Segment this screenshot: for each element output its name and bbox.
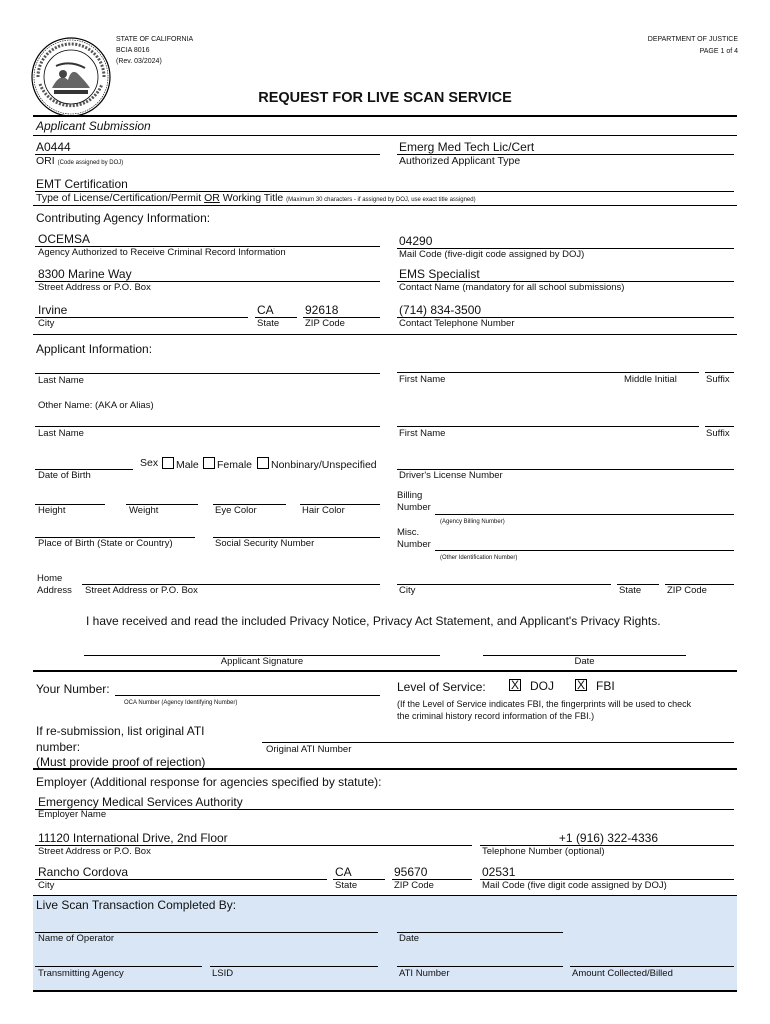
mail-code-label: Mail Code (five-digit code assigned by DOJ) bbox=[399, 249, 585, 260]
live-scan-date-label: Date bbox=[399, 933, 420, 944]
height-label: Height bbox=[38, 505, 66, 516]
ati-number-label: ATI Number bbox=[399, 968, 450, 979]
alias-last-name-label: Last Name bbox=[38, 428, 84, 439]
level-of-service-label: Level of Service: bbox=[397, 680, 486, 694]
billing-note: (Agency Billing Number) bbox=[440, 519, 505, 525]
divider bbox=[33, 135, 737, 136]
home-city-label: City bbox=[399, 585, 416, 596]
alias-first-name-field[interactable] bbox=[397, 426, 699, 427]
transmitting-agency-label: Transmitting Agency bbox=[38, 968, 124, 979]
employer-mail-code-label: Mail Code (five digit code assigned by DOJ) bbox=[482, 880, 667, 891]
agency-state-label: State bbox=[257, 318, 280, 329]
first-name-field[interactable] bbox=[397, 372, 699, 373]
form-revision: (Rev. 03/2024) bbox=[116, 58, 162, 65]
ori-label: ORI (Code assigned by DOJ) bbox=[36, 155, 124, 167]
misc-note: (Other Identification Number) bbox=[440, 555, 518, 561]
authorized-type-value[interactable]: Emerg Med Tech Lic/Cert bbox=[399, 140, 535, 154]
billing-label-1: Billing bbox=[397, 490, 423, 501]
alias-suffix-label: Suffix bbox=[706, 428, 730, 439]
male-checkbox[interactable] bbox=[162, 457, 174, 469]
amount-label: Amount Collected/Billed bbox=[572, 968, 673, 979]
hair-color-label: Hair Color bbox=[302, 505, 345, 516]
doj-checkbox[interactable]: X bbox=[510, 678, 519, 692]
lsid-field[interactable] bbox=[210, 966, 378, 967]
ssn-label: Social Security Number bbox=[215, 538, 315, 549]
privacy-statement: I have received and read the included Privacy Notice, Privacy Act Statement, and Applicant's Privacy Rights. bbox=[86, 614, 661, 628]
agency-name-value[interactable]: OCEMSA bbox=[38, 232, 91, 246]
employer-zip-label: ZIP Code bbox=[394, 880, 434, 891]
weight-label: Weight bbox=[129, 505, 159, 516]
employer-mail-code-value[interactable]: 02531 bbox=[482, 865, 516, 879]
drivers-license-label: Driver's License Number bbox=[399, 470, 503, 481]
suffix-label: Suffix bbox=[706, 374, 730, 385]
fbi-note-2: the criminal history record information of the FBI.) bbox=[397, 711, 595, 721]
agency-state-value[interactable]: CA bbox=[257, 303, 274, 317]
fbi-label: FBI bbox=[596, 679, 615, 693]
form-title: REQUEST FOR LIVE SCAN SERVICE bbox=[258, 90, 512, 106]
section-heading-employer: Employer (Additional response for agencies specified by statute): bbox=[36, 775, 382, 789]
home-label-1: Home bbox=[37, 573, 63, 584]
last-name-label: Last Name bbox=[38, 375, 84, 386]
employer-street-label: Street Address or P.O. Box bbox=[38, 846, 151, 857]
home-zip-label: ZIP Code bbox=[667, 585, 707, 596]
section-heading-applicant: Applicant Information: bbox=[36, 342, 153, 356]
agency-city-label: City bbox=[38, 318, 55, 329]
employer-street-value[interactable]: 11120 International Drive, 2nd Floor bbox=[38, 831, 228, 845]
misc-label-2: Number bbox=[397, 539, 431, 550]
field-line bbox=[35, 879, 327, 880]
department-label: DEPARTMENT OF JUSTICE bbox=[647, 36, 738, 43]
agency-zip-label: ZIP Code bbox=[305, 318, 345, 329]
original-ati-field[interactable] bbox=[262, 742, 734, 743]
license-label: Type of License/Certification/Permit OR Working Title (Maximum 30 characters - if assigned by DOJ, use exact title assigned) bbox=[36, 192, 476, 204]
agency-city-value[interactable]: Irvine bbox=[38, 303, 68, 317]
male-label: Male bbox=[176, 459, 199, 471]
misc-number-field[interactable] bbox=[435, 550, 734, 551]
first-name-label: First Name bbox=[399, 374, 446, 385]
page-number: PAGE 1 of 4 bbox=[699, 48, 738, 55]
authorized-type-label: Authorized Applicant Type bbox=[399, 155, 521, 167]
doj-label: DOJ bbox=[530, 679, 554, 693]
other-name-label: Other Name: (AKA or Alias) bbox=[38, 400, 154, 411]
amount-field[interactable] bbox=[570, 966, 734, 967]
operator-label: Name of Operator bbox=[38, 933, 115, 944]
billing-label-2: Number bbox=[397, 502, 431, 513]
lsid-label: LSID bbox=[212, 968, 234, 979]
employer-name-value[interactable]: Emergency Medical Services Authority bbox=[38, 795, 243, 809]
place-of-birth-label: Place of Birth (State or Country) bbox=[38, 538, 173, 549]
home-label-2: Address bbox=[37, 585, 72, 596]
contact-phone-label: Contact Telephone Number bbox=[399, 318, 515, 329]
middle-initial-label: Middle Initial bbox=[624, 374, 677, 385]
resubmission-label-1: If re-submission, list original ATI bbox=[36, 724, 205, 738]
resubmission-label-3: (Must provide proof of rejection) bbox=[36, 755, 206, 769]
divider bbox=[33, 670, 737, 672]
ori-value[interactable]: A0444 bbox=[36, 140, 71, 154]
oca-note: OCA Number (Agency Identifying Number) bbox=[124, 700, 238, 706]
contact-name-value[interactable]: EMS Specialist bbox=[399, 267, 480, 281]
field-line bbox=[35, 809, 734, 810]
form-id: BCIA 8016 bbox=[116, 47, 150, 54]
ati-number-field[interactable] bbox=[397, 966, 563, 967]
employer-name-label: Employer Name bbox=[38, 809, 107, 820]
employer-state-label: State bbox=[335, 880, 358, 891]
mail-code-value[interactable]: 04290 bbox=[399, 234, 433, 248]
field-line bbox=[35, 317, 248, 318]
your-number-label: Your Number: bbox=[36, 682, 110, 696]
billing-number-field[interactable] bbox=[435, 514, 734, 515]
agency-street-label: Street Address or P.O. Box bbox=[38, 282, 151, 293]
divider bbox=[33, 768, 737, 770]
state-label: STATE OF CALIFORNIA bbox=[116, 36, 194, 43]
oca-number-field[interactable] bbox=[115, 695, 380, 696]
female-checkbox[interactable] bbox=[203, 457, 215, 469]
employer-city-value[interactable]: Rancho Cordova bbox=[38, 865, 129, 879]
alias-suffix-field[interactable] bbox=[705, 426, 734, 427]
misc-label-1: Misc. bbox=[397, 527, 420, 538]
employer-state-value[interactable]: CA bbox=[335, 865, 352, 879]
resubmission-label-2: number: bbox=[36, 740, 81, 754]
last-name-field[interactable] bbox=[35, 373, 380, 374]
home-street-label: Street Address or P.O. Box bbox=[85, 585, 198, 596]
nonbinary-label: Nonbinary/Unspecified bbox=[271, 459, 377, 471]
transmitting-agency-field[interactable] bbox=[35, 966, 202, 967]
employer-city-label: City bbox=[38, 880, 55, 891]
divider bbox=[33, 205, 737, 206]
alias-last-name-field[interactable] bbox=[35, 426, 380, 427]
live-scan-date-field[interactable] bbox=[397, 932, 563, 933]
employer-phone-label: Telephone Number (optional) bbox=[482, 846, 605, 857]
suffix-field[interactable] bbox=[705, 372, 734, 373]
eye-color-label: Eye Color bbox=[215, 505, 257, 516]
original-ati-label: Original ATI Number bbox=[266, 744, 352, 755]
female-label: Female bbox=[217, 459, 253, 471]
contact-name-label: Contact Name (mandatory for all school submissions) bbox=[399, 282, 625, 293]
fbi-checkbox[interactable]: X bbox=[576, 678, 585, 692]
agency-zip-value[interactable]: 92618 bbox=[305, 303, 339, 317]
section-heading-submission: Applicant Submission bbox=[36, 119, 151, 133]
agency-street-value[interactable]: 8300 Marine Way bbox=[38, 267, 132, 281]
nonbinary-checkbox[interactable] bbox=[257, 457, 269, 469]
alias-first-name-label: First Name bbox=[399, 428, 446, 439]
license-value[interactable]: EMT Certification bbox=[36, 177, 128, 191]
divider bbox=[33, 115, 737, 117]
divider bbox=[33, 990, 737, 992]
employer-phone-value[interactable]: +1 (916) 322-4336 bbox=[558, 831, 658, 845]
signature-label: Applicant Signature bbox=[220, 656, 304, 667]
contact-phone-value[interactable]: (714) 834-3500 bbox=[399, 303, 482, 317]
divider bbox=[33, 334, 737, 335]
signature-date-label: Date bbox=[574, 656, 595, 667]
home-city-field[interactable] bbox=[397, 584, 611, 585]
agency-name-label: Agency Authorized to Receive Criminal Record Information bbox=[38, 247, 286, 258]
fbi-note-1: (If the Level of Service indicates FBI, the fingerprints will be used to check bbox=[397, 699, 692, 709]
divider bbox=[33, 895, 737, 896]
employer-zip-value[interactable]: 95670 bbox=[394, 865, 428, 879]
dob-label: Date of Birth bbox=[38, 470, 91, 481]
section-heading-live-scan: Live Scan Transaction Completed By: bbox=[36, 898, 237, 912]
sex-label: Sex bbox=[140, 457, 159, 469]
home-state-label: State bbox=[619, 585, 642, 596]
section-heading-agency: Contributing Agency Information: bbox=[36, 211, 211, 225]
